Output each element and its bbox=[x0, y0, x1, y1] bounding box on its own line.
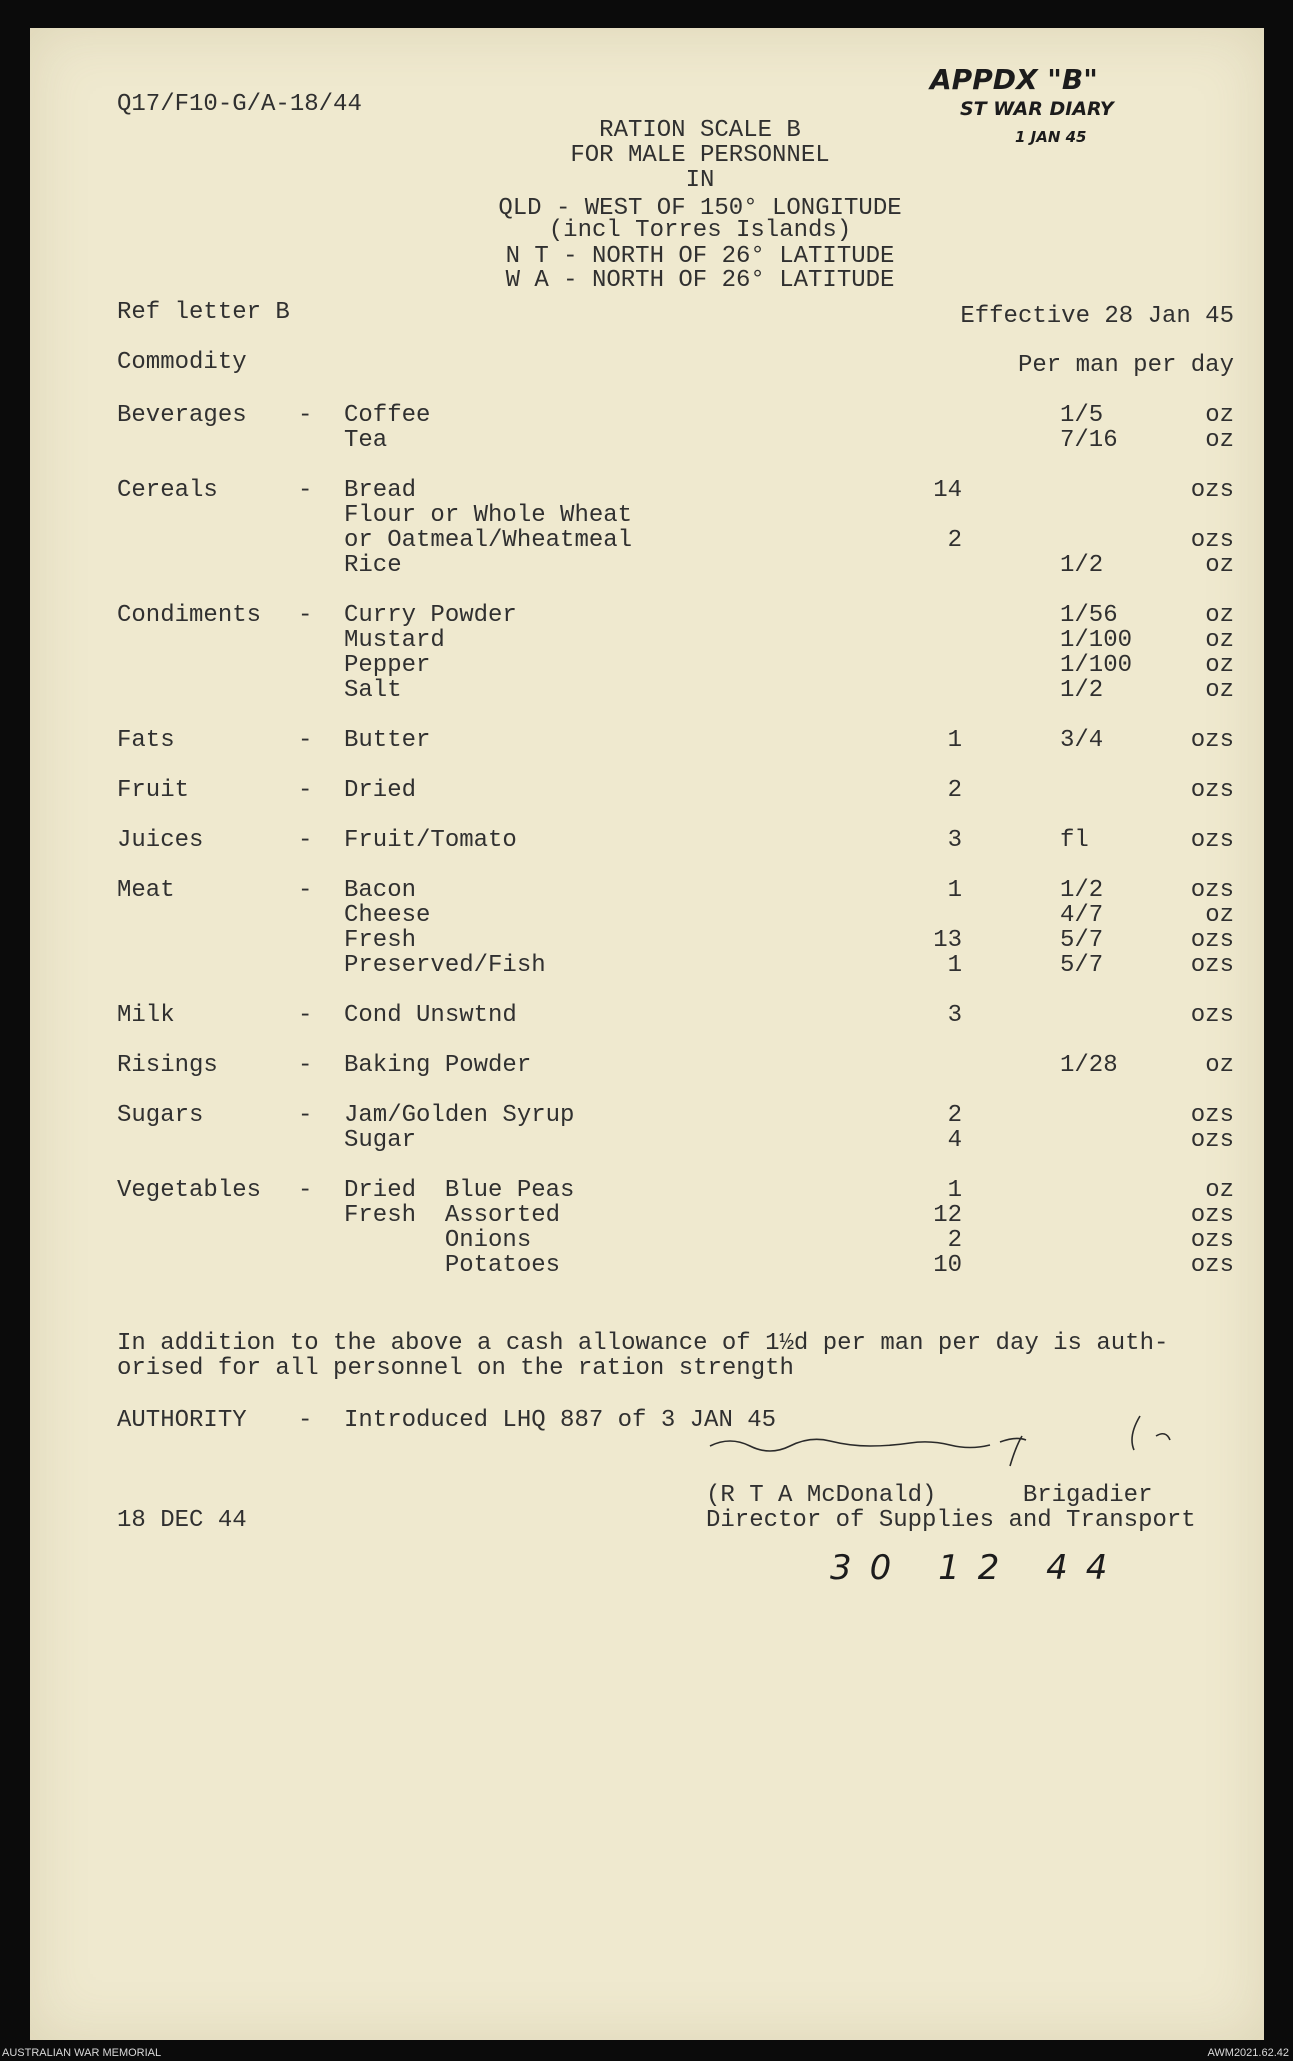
commodity-item: Fruit/Tomato bbox=[344, 827, 517, 854]
quantity-unit: ozs bbox=[1190, 1252, 1234, 1279]
row-dash: - bbox=[298, 602, 313, 629]
quantity-unit: ozs bbox=[1190, 477, 1234, 504]
commodity-item: Mustard bbox=[344, 627, 445, 654]
document-page bbox=[30, 28, 1264, 2040]
commodity-item: Butter bbox=[344, 727, 431, 754]
annotation-date: 1 JAN 45 bbox=[1015, 128, 1087, 146]
quantity-fraction: 1/100 bbox=[1060, 627, 1133, 654]
signatory-name: (R T A McDonald) Brigadier bbox=[706, 1482, 1153, 1509]
commodity-item: Baking Powder bbox=[344, 1052, 532, 1079]
quantity-unit: ozs bbox=[1190, 1227, 1234, 1254]
quantity-unit: ozs bbox=[1190, 1202, 1234, 1229]
quantity-fraction: 3/4 bbox=[1060, 727, 1104, 754]
commodity-item: Bacon bbox=[344, 877, 417, 904]
quantity-unit: oz bbox=[1205, 552, 1234, 579]
commodity-item: Sugar bbox=[344, 1127, 417, 1154]
row-dash: - bbox=[298, 1002, 313, 1029]
quantity-whole: 2 bbox=[947, 1227, 962, 1254]
title-line: FOR MALE PERSONNEL bbox=[570, 142, 830, 169]
quantity-unit: ozs bbox=[1190, 527, 1234, 554]
ref-letter: Ref letter B bbox=[117, 299, 290, 326]
commodity-item: Fresh bbox=[344, 927, 417, 954]
quantity-whole: 12 bbox=[933, 1202, 962, 1229]
quantity-unit: oz bbox=[1205, 902, 1234, 929]
quantity-unit: ozs bbox=[1190, 952, 1234, 979]
quantity-unit: ozs bbox=[1190, 1127, 1234, 1154]
effective-date: Effective 28 Jan 45 bbox=[960, 303, 1234, 330]
quantity-fraction: 5/7 bbox=[1060, 952, 1104, 979]
quantity-whole: 14 bbox=[933, 477, 962, 504]
commodity-category: Juices bbox=[117, 827, 204, 854]
quantity-fraction: 1/2 bbox=[1060, 552, 1104, 579]
quantity-fraction: 5/7 bbox=[1060, 927, 1104, 954]
row-dash: - bbox=[298, 1177, 313, 1204]
quantity-unit: oz bbox=[1205, 602, 1234, 629]
quantity-whole: 2 bbox=[947, 527, 962, 554]
authority-dash: - bbox=[298, 1407, 313, 1434]
quantity-fraction: 7/16 bbox=[1060, 427, 1118, 454]
row-dash: - bbox=[298, 777, 313, 804]
quantity-unit: oz bbox=[1205, 1177, 1234, 1204]
quantity-whole: 3 bbox=[947, 1002, 962, 1029]
commodity-item: Pepper bbox=[344, 652, 431, 679]
commodity-category: Cereals bbox=[117, 477, 218, 504]
per-man-per-day-header: Per man per day bbox=[1017, 352, 1234, 379]
row-dash: - bbox=[298, 1052, 313, 1079]
quantity-whole: 1 bbox=[947, 952, 962, 979]
commodity-header: Commodity bbox=[117, 349, 247, 376]
quantity-fraction: 1/56 bbox=[1060, 602, 1118, 629]
quantity-unit: oz bbox=[1205, 1052, 1234, 1079]
commodity-category: Risings bbox=[117, 1052, 218, 1079]
quantity-whole: 3 bbox=[947, 827, 962, 854]
row-dash: - bbox=[298, 827, 313, 854]
commodity-category: Fruit bbox=[117, 777, 190, 804]
title-line: (incl Torres Islands) bbox=[548, 217, 852, 244]
document-date: 18 DEC 44 bbox=[117, 1507, 247, 1534]
row-dash: - bbox=[298, 1102, 313, 1129]
commodity-category: Milk bbox=[117, 1002, 175, 1029]
commodity-item: Dried bbox=[344, 777, 417, 804]
quantity-unit: ozs bbox=[1190, 727, 1234, 754]
authority-text: Introduced LHQ 887 of 3 JAN 45 bbox=[344, 1407, 777, 1434]
commodity-item: or Oatmeal/Wheatmeal bbox=[344, 527, 633, 554]
title-line: QLD - WEST OF 150° LONGITUDE bbox=[498, 195, 902, 222]
commodity-item: Preserved/Fish bbox=[344, 952, 546, 979]
commodity-category: Fats bbox=[117, 727, 175, 754]
quantity-unit: ozs bbox=[1190, 1002, 1234, 1029]
commodity-item: Rice bbox=[344, 552, 402, 579]
commodity-item: Cheese bbox=[344, 902, 431, 929]
row-dash: - bbox=[298, 877, 313, 904]
commodity-item: Tea bbox=[344, 427, 388, 454]
quantity-fraction: 1/5 bbox=[1060, 402, 1104, 429]
quantity-unit: ozs bbox=[1190, 1102, 1234, 1129]
quantity-unit: oz bbox=[1205, 677, 1234, 704]
quantity-whole: 1 bbox=[947, 727, 962, 754]
quantity-unit: ozs bbox=[1190, 877, 1234, 904]
quantity-unit: oz bbox=[1205, 427, 1234, 454]
quantity-fraction: 1/2 bbox=[1060, 677, 1104, 704]
commodity-item: Cond Unswtnd bbox=[344, 1002, 517, 1029]
title-line: IN bbox=[685, 167, 715, 194]
title-line: W A - NORTH OF 26° LATITUDE bbox=[505, 267, 895, 294]
commodity-item: Bread bbox=[344, 477, 417, 504]
commodity-category: Sugars bbox=[117, 1102, 204, 1129]
quantity-fraction: 1/100 bbox=[1060, 652, 1133, 679]
commodity-item: Curry Powder bbox=[344, 602, 517, 629]
quantity-fraction: 4/7 bbox=[1060, 902, 1104, 929]
quantity-whole: 1 bbox=[947, 1177, 962, 1204]
commodity-item: Fresh Assorted bbox=[344, 1202, 561, 1229]
signatory-title: Director of Supplies and Transport bbox=[706, 1507, 1196, 1534]
quantity-whole: 13 bbox=[933, 927, 962, 954]
commodity-item: Flour or Whole Wheat bbox=[344, 502, 633, 529]
quantity-whole: 2 bbox=[947, 777, 962, 804]
commodity-item: Dried Blue Peas bbox=[344, 1177, 575, 1204]
handwritten-date: 30 12 44 bbox=[830, 1548, 1126, 1588]
quantity-fraction: 1/2 bbox=[1060, 877, 1104, 904]
quantity-whole: 10 bbox=[933, 1252, 962, 1279]
quantity-fraction: 1/28 bbox=[1060, 1052, 1118, 1079]
commodity-category: Meat bbox=[117, 877, 175, 904]
cash-allowance-line: In addition to the above a cash allowance of 1½d per man per day is auth- bbox=[117, 1330, 1169, 1357]
file-reference: Q17/F10-G/A-18/44 bbox=[117, 91, 362, 118]
commodity-category: Beverages bbox=[117, 402, 247, 429]
commodity-category: Vegetables bbox=[117, 1177, 262, 1204]
commodity-item: Coffee bbox=[344, 402, 431, 429]
row-dash: - bbox=[298, 477, 313, 504]
annotation-appendix: APPDX "B" bbox=[930, 63, 1098, 96]
footer-right: AWM2021.62.42 bbox=[1207, 2047, 1289, 2059]
commodity-item: Jam/Golden Syrup bbox=[344, 1102, 575, 1129]
title-line: RATION SCALE B bbox=[599, 117, 801, 144]
quantity-unit: ozs bbox=[1190, 827, 1234, 854]
quantity-whole: 1 bbox=[947, 877, 962, 904]
authority-label: AUTHORITY bbox=[117, 1407, 247, 1434]
cash-allowance-line: orised for all personnel on the ration strength bbox=[117, 1355, 794, 1382]
annotation-war-diary: ST WAR DIARY bbox=[960, 98, 1114, 120]
quantity-fraction: fl bbox=[1060, 827, 1089, 854]
quantity-unit: oz bbox=[1205, 402, 1234, 429]
quantity-unit: oz bbox=[1205, 652, 1234, 679]
title-line: N T - NORTH OF 26° LATITUDE bbox=[505, 243, 895, 270]
commodity-item: Onions bbox=[344, 1227, 532, 1254]
commodity-category: Condiments bbox=[117, 602, 262, 629]
commodity-item: Salt bbox=[344, 677, 402, 704]
row-dash: - bbox=[298, 727, 313, 754]
footer-left: AUSTRALIAN WAR MEMORIAL bbox=[2, 2047, 162, 2059]
row-dash: - bbox=[298, 402, 313, 429]
quantity-unit: oz bbox=[1205, 627, 1234, 654]
quantity-whole: 4 bbox=[947, 1127, 962, 1154]
commodity-item: Potatoes bbox=[344, 1252, 561, 1279]
quantity-whole: 2 bbox=[947, 1102, 962, 1129]
quantity-unit: ozs bbox=[1190, 927, 1234, 954]
quantity-unit: ozs bbox=[1190, 777, 1234, 804]
